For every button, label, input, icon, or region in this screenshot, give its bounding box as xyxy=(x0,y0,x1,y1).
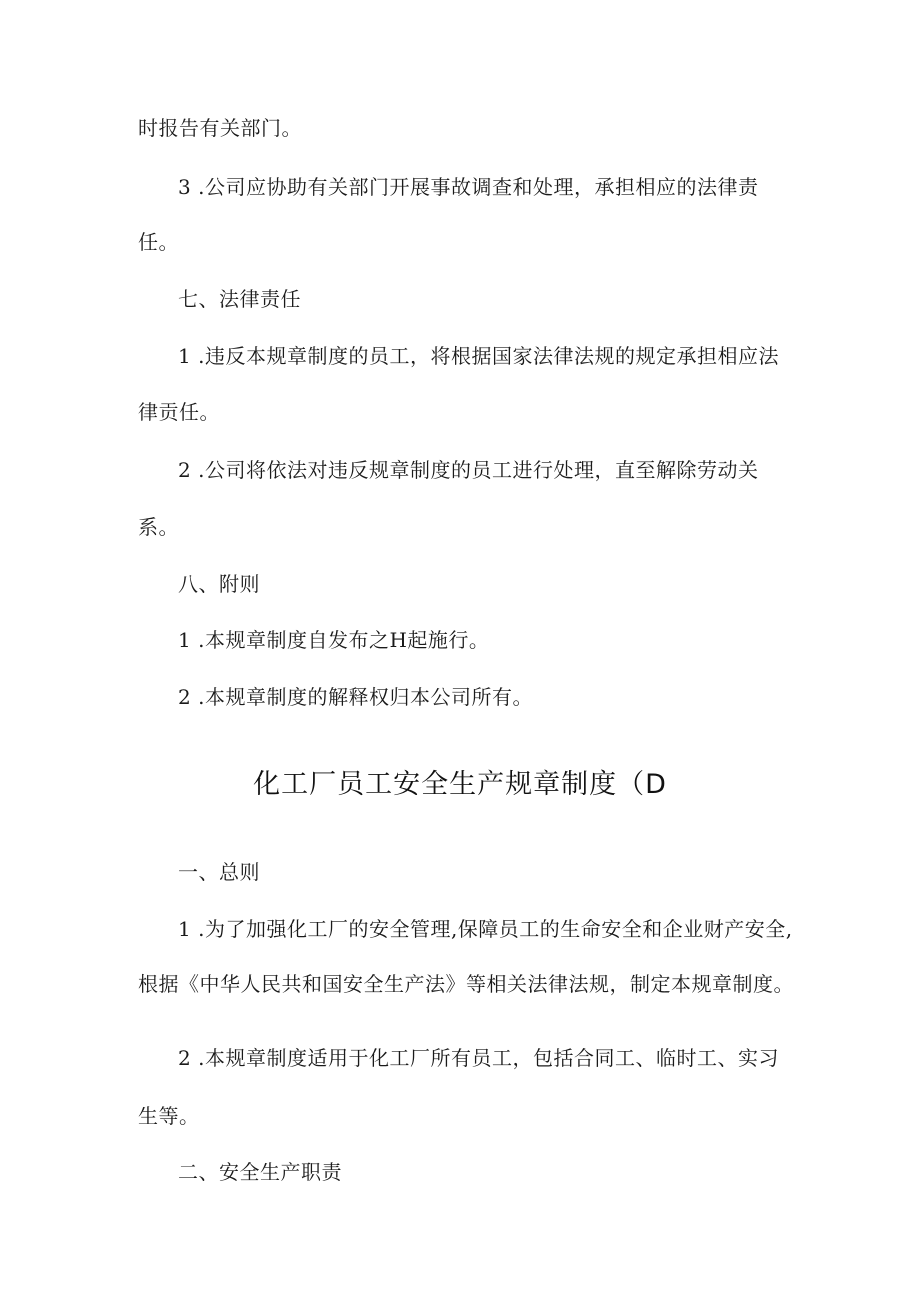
document-title: 化工厂员工安全生产规章制度（D xyxy=(253,769,667,800)
section-heading: 二、安全生产职责 xyxy=(178,1160,342,1184)
paragraph-line: 律贡任。 xyxy=(138,400,220,424)
paragraph-line: 2 .公司将依法对违反规章制度的员工进行处理，直至解除劳动关 xyxy=(178,458,759,482)
section-heading: 一、总则 xyxy=(178,860,260,884)
paragraph-line: 时报告有关部门。 xyxy=(138,116,302,140)
paragraph-line: 3 .公司应协助有关部门开展事故调查和处理，承担相应的法律责 xyxy=(178,175,759,199)
section-heading: 七、法律责任 xyxy=(178,287,301,311)
paragraph-line: 1 .为了加强化工厂的安全管理,保障员工的生命安全和企业财产安全, xyxy=(178,917,793,941)
paragraph-line: 生等。 xyxy=(138,1104,200,1128)
section-heading: 八、附则 xyxy=(178,572,260,596)
paragraph-line: 2 .本规章制度适用于化工厂所有员工，包括合同工、临时工、实习 xyxy=(178,1046,779,1070)
paragraph-line: 2 .本规章制度的解释权归本公司所有。 xyxy=(178,685,533,709)
paragraph-line: 系。 xyxy=(138,515,179,539)
paragraph-line: 1 .违反本规章制度的员工，将根据国家法律法规的规定承担相应法 xyxy=(178,344,779,368)
paragraph-line: 1 .本规章制度自发布之H起施行。 xyxy=(178,628,490,652)
paragraph-line: 任。 xyxy=(138,230,179,254)
paragraph-line: 根据《中华人民共和国安全生产法》等相关法律法规，制定本规章制度。 xyxy=(138,972,794,996)
